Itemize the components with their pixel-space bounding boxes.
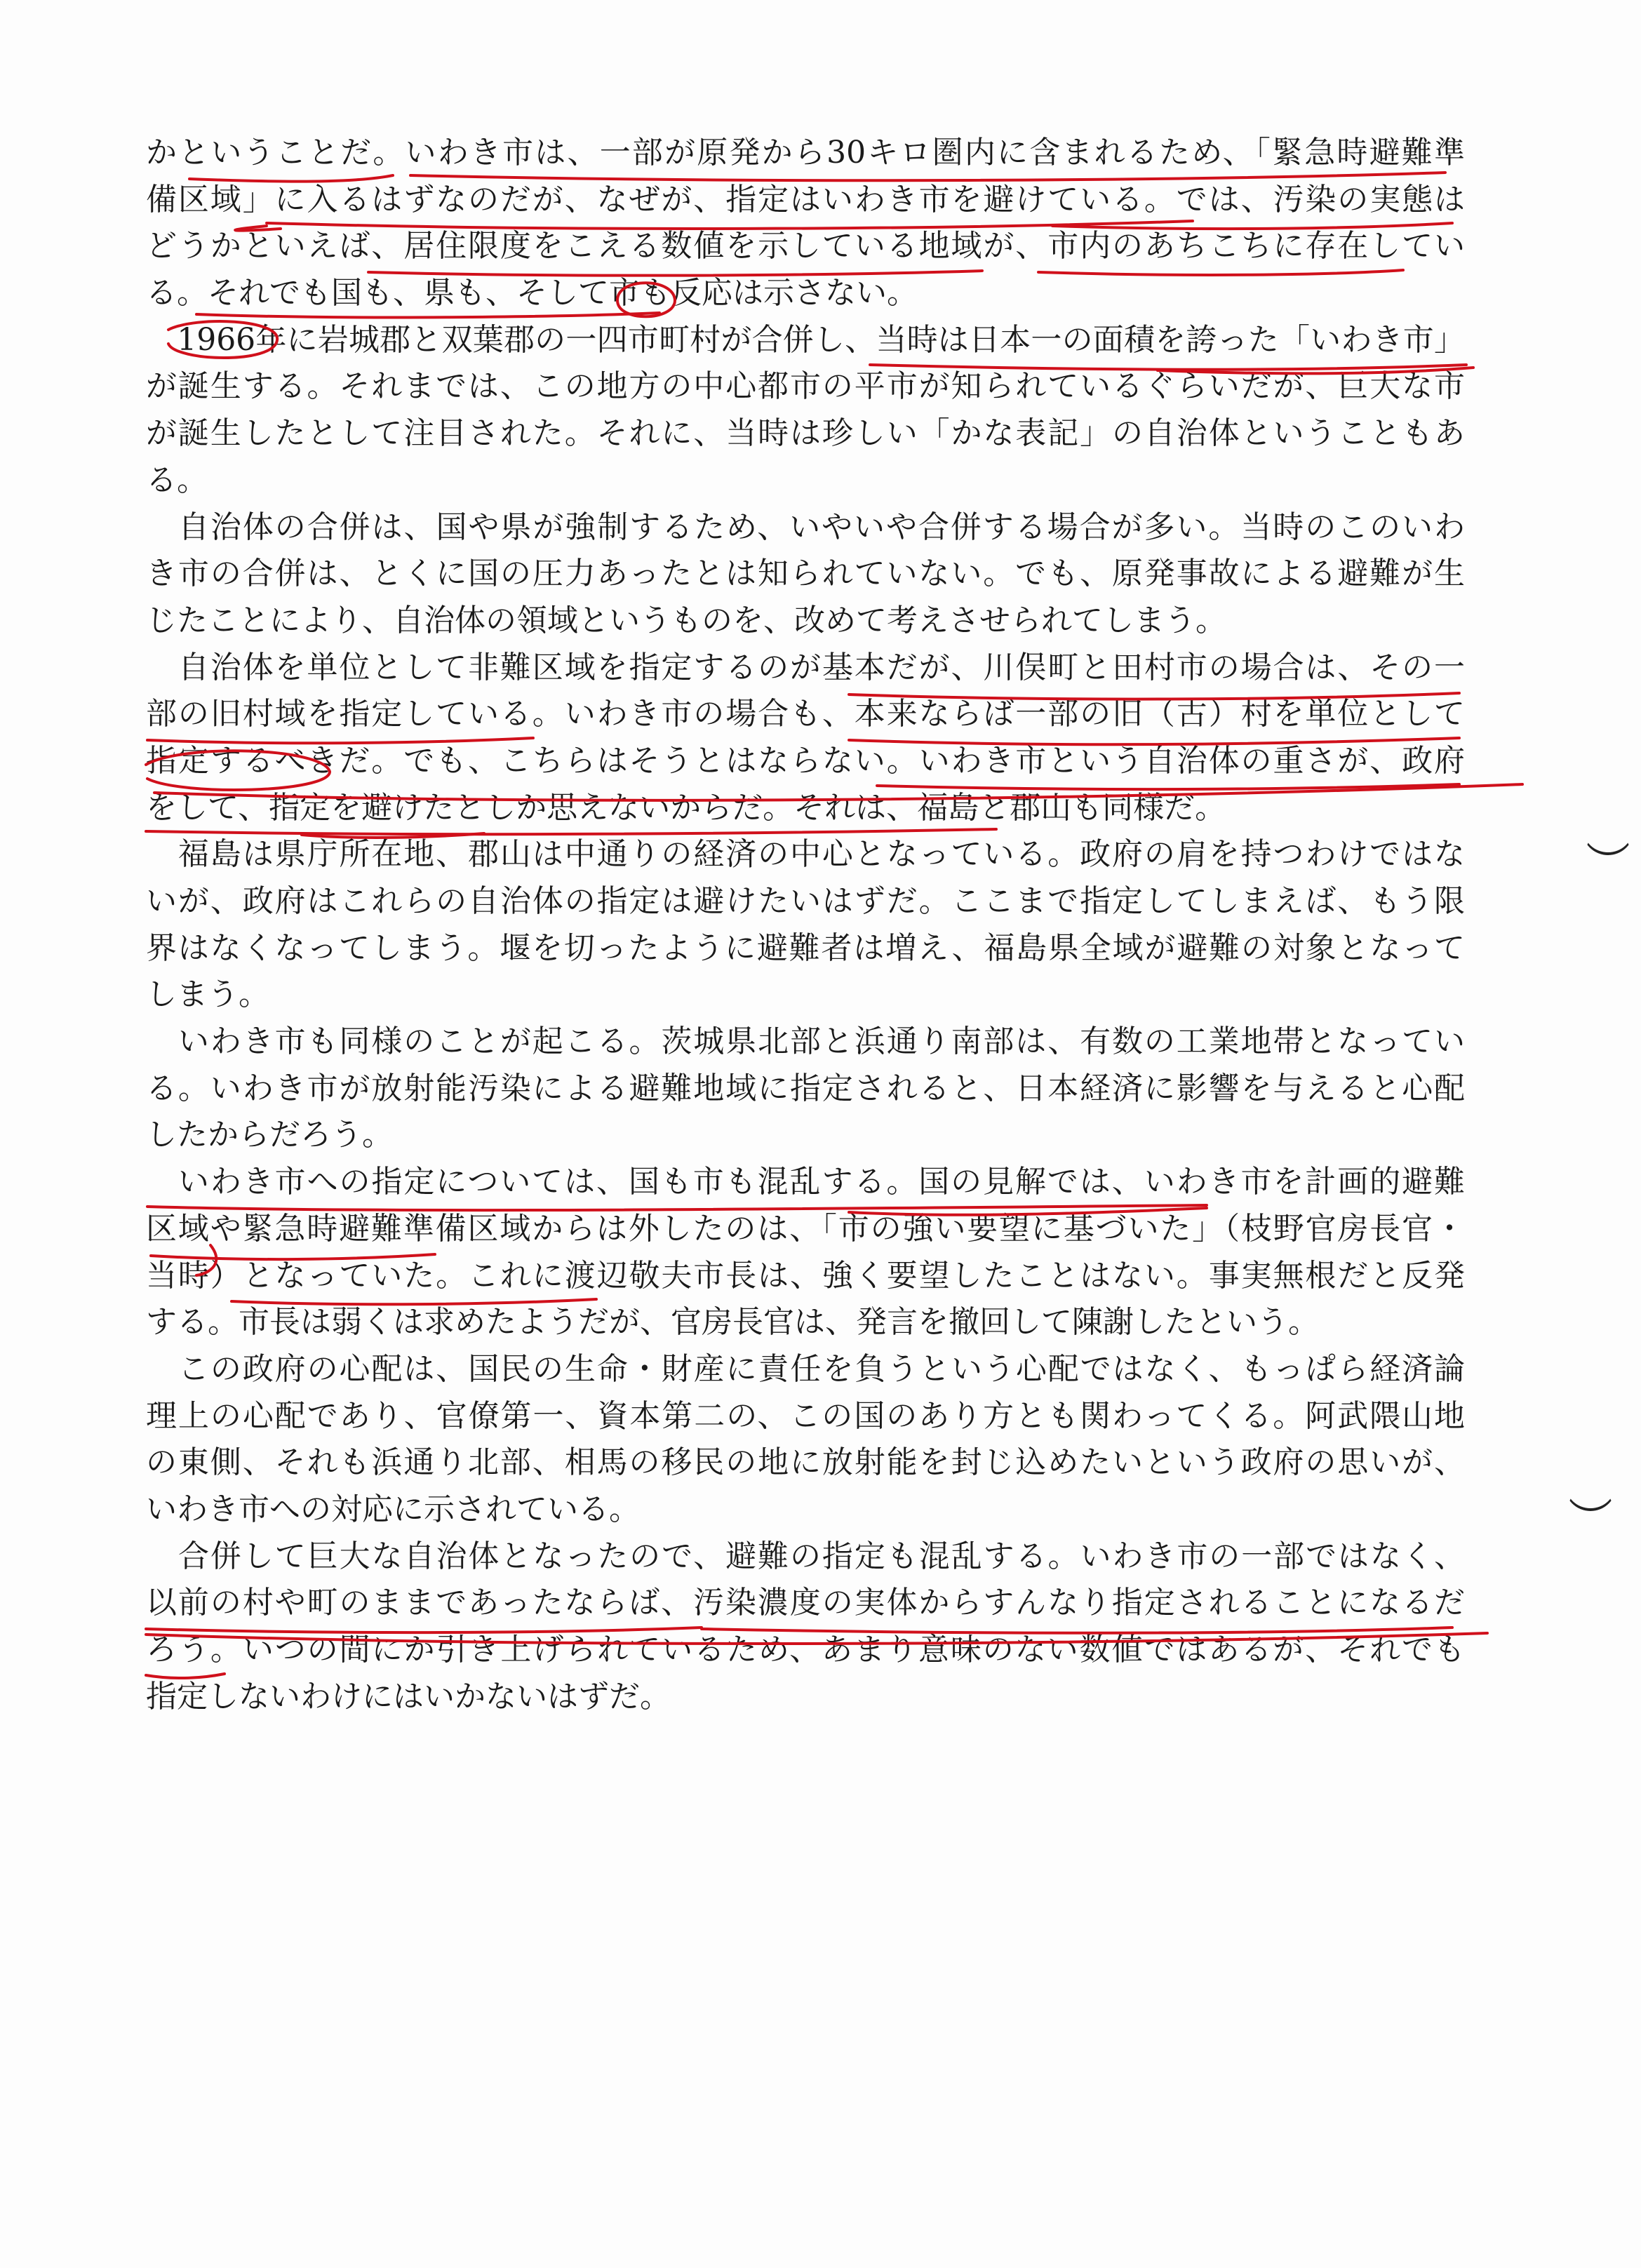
circle-mark — [617, 283, 675, 316]
text-line: る。それでも国も、県も、そして市も反応は示さない。 — [146, 275, 918, 311]
text-line: いが、政府はこれらの自治体の指定は避けたいはずだ。ここまで指定してしまえば、もう限 — [146, 883, 1465, 919]
text-line: 福島は県庁所在地、郡山は中通りの経済の中心となっている。政府の肩を持つわけではな — [146, 836, 1465, 873]
underline — [196, 313, 659, 317]
underline — [410, 173, 1445, 180]
underline — [189, 175, 393, 182]
text-line: 界はなくなってしまう。堰を切ったように避難者は増え、福島県全域が避難の対象となって — [146, 930, 1465, 966]
underline — [151, 1254, 435, 1259]
text-line: 1966年に岩城郡と双葉郡の一四市町村が合併し、当時は日本一の面積を誇った「いわき市」 — [146, 321, 1465, 358]
text-line: 当時）となっていた。これに渡辺敬夫市長は、強く要望したことはない。事実無根だと反発 — [146, 1257, 1465, 1294]
underline — [368, 271, 982, 276]
text-line: かということだ。いわき市は、一部が原発から30キロ圏内に含まれるため、「緊急時避難準 — [146, 135, 1465, 170]
underline — [146, 1628, 702, 1632]
underline — [235, 226, 281, 231]
text-line: いわき市も同様のことが起こる。茨城県北部と浜通り南部は、有数の工業地帯となってい — [146, 1024, 1465, 1060]
underline — [147, 1205, 1207, 1210]
text-line: いわき市への対応に示されている。 — [146, 1491, 640, 1527]
circle-mark — [146, 751, 330, 790]
text-line: しまう。 — [146, 977, 269, 1013]
circle-mark — [168, 321, 277, 358]
underline — [146, 1674, 225, 1678]
underline — [1038, 270, 1403, 275]
text-line: 備区域」に入るはずなのだが、なぜが、指定はいわき市を避けている。では、汚染の実態は — [146, 181, 1465, 217]
binder-hole-mark — [1582, 803, 1634, 855]
underline — [849, 738, 1459, 744]
text-line: 区域や緊急時避難準備区域からは外したのは、「市の強い要望に基づいた」（枝野官房長官・ — [146, 1210, 1465, 1247]
text-line: き市の合併は、とくに国の圧力あったとは知られていない。でも、原発事故による避難が生 — [146, 556, 1465, 592]
text-line: 自治体を単位として非難区域を指定するのが基本だが、川俣町と田村市の場合は、その一 — [146, 649, 1465, 685]
underline — [147, 738, 533, 743]
text-line: 合併して巨大な自治体となったので、避難の指定も混乱する。いわき市の一部ではなく、 — [146, 1538, 1465, 1574]
text-line: が誕生したとして注目された。それに、当時は珍しい「かな表記」の自治体ということもあ — [146, 415, 1465, 452]
text-line: する。市長は弱くは求めたようだが、官房長官は、発言を撤回して陳謝したという。 — [146, 1304, 1319, 1341]
underline — [849, 693, 1459, 699]
underline — [702, 1628, 1452, 1633]
circle-mark — [196, 1245, 216, 1275]
text-line: が誕生する。それまでは、この地方の中心都市の平市が知られているぐらいだが、巨大な市 — [146, 368, 1465, 405]
text-line: ろう。いつの間にか引き上げられているため、あまり意味のない数値ではあるが、それでも — [146, 1632, 1465, 1668]
text-line: どうかといえば、居住限度をこえる数値を示している地域が、市内のあちこちに存在してい — [146, 228, 1465, 264]
text-line: この政府の心配は、国民の生命・財産に責任を負うという心配ではなく、もっぱら経済論 — [146, 1350, 1465, 1387]
binder-hole-mark — [1565, 1459, 1616, 1511]
text-line: 自治体の合併は、国や県が強制するため、いやいや合併する場合が多い。当時のこのいわ — [146, 509, 1465, 545]
text-line: じたことにより、自治体の領域というものを、改めて考えさせられてしまう。 — [146, 602, 1226, 638]
underline — [146, 1633, 1487, 1644]
text-line: 理上の心配であり、官僚第一、資本第二の、この国のあり方とも関わってくる。阿武隈山地 — [146, 1397, 1465, 1434]
text-line: 部の旧村域を指定している。いわき市の場合も、本来ならば一部の旧（古）村を単位として — [146, 696, 1465, 732]
underline — [870, 365, 1466, 370]
text-line: 指定するべきだ。でも、こちらはそうとはならない。いわき市という自治体の重さが、政府 — [146, 742, 1465, 779]
text-line: る。 — [146, 462, 208, 498]
text-line: いわき市への指定については、国も市も混乱する。国の見解では、いわき市を計画的避難 — [146, 1164, 1465, 1200]
text-line: る。いわき市が放射能汚染による避難地域に指定されると、日本経済に影響を与えると心配 — [146, 1070, 1465, 1106]
text-line: をして、指定を避けたとしか思えないからだ。それは、福島と郡山も同様だ。 — [146, 789, 1226, 826]
underline — [146, 829, 996, 834]
text-line: 指定しないわけにはいかないはずだ。 — [146, 1678, 671, 1715]
text-line: の東側、それも浜通り北部、相馬の移民の地に放射能を封じ込めたいという政府の思いが、 — [146, 1444, 1465, 1481]
underline — [232, 1299, 596, 1304]
text-line: 以前の村や町のままであったならば、汚染濃度の実体からすんなり指定されることになるだ — [146, 1585, 1465, 1621]
text-line: したからだろう。 — [146, 1117, 393, 1153]
